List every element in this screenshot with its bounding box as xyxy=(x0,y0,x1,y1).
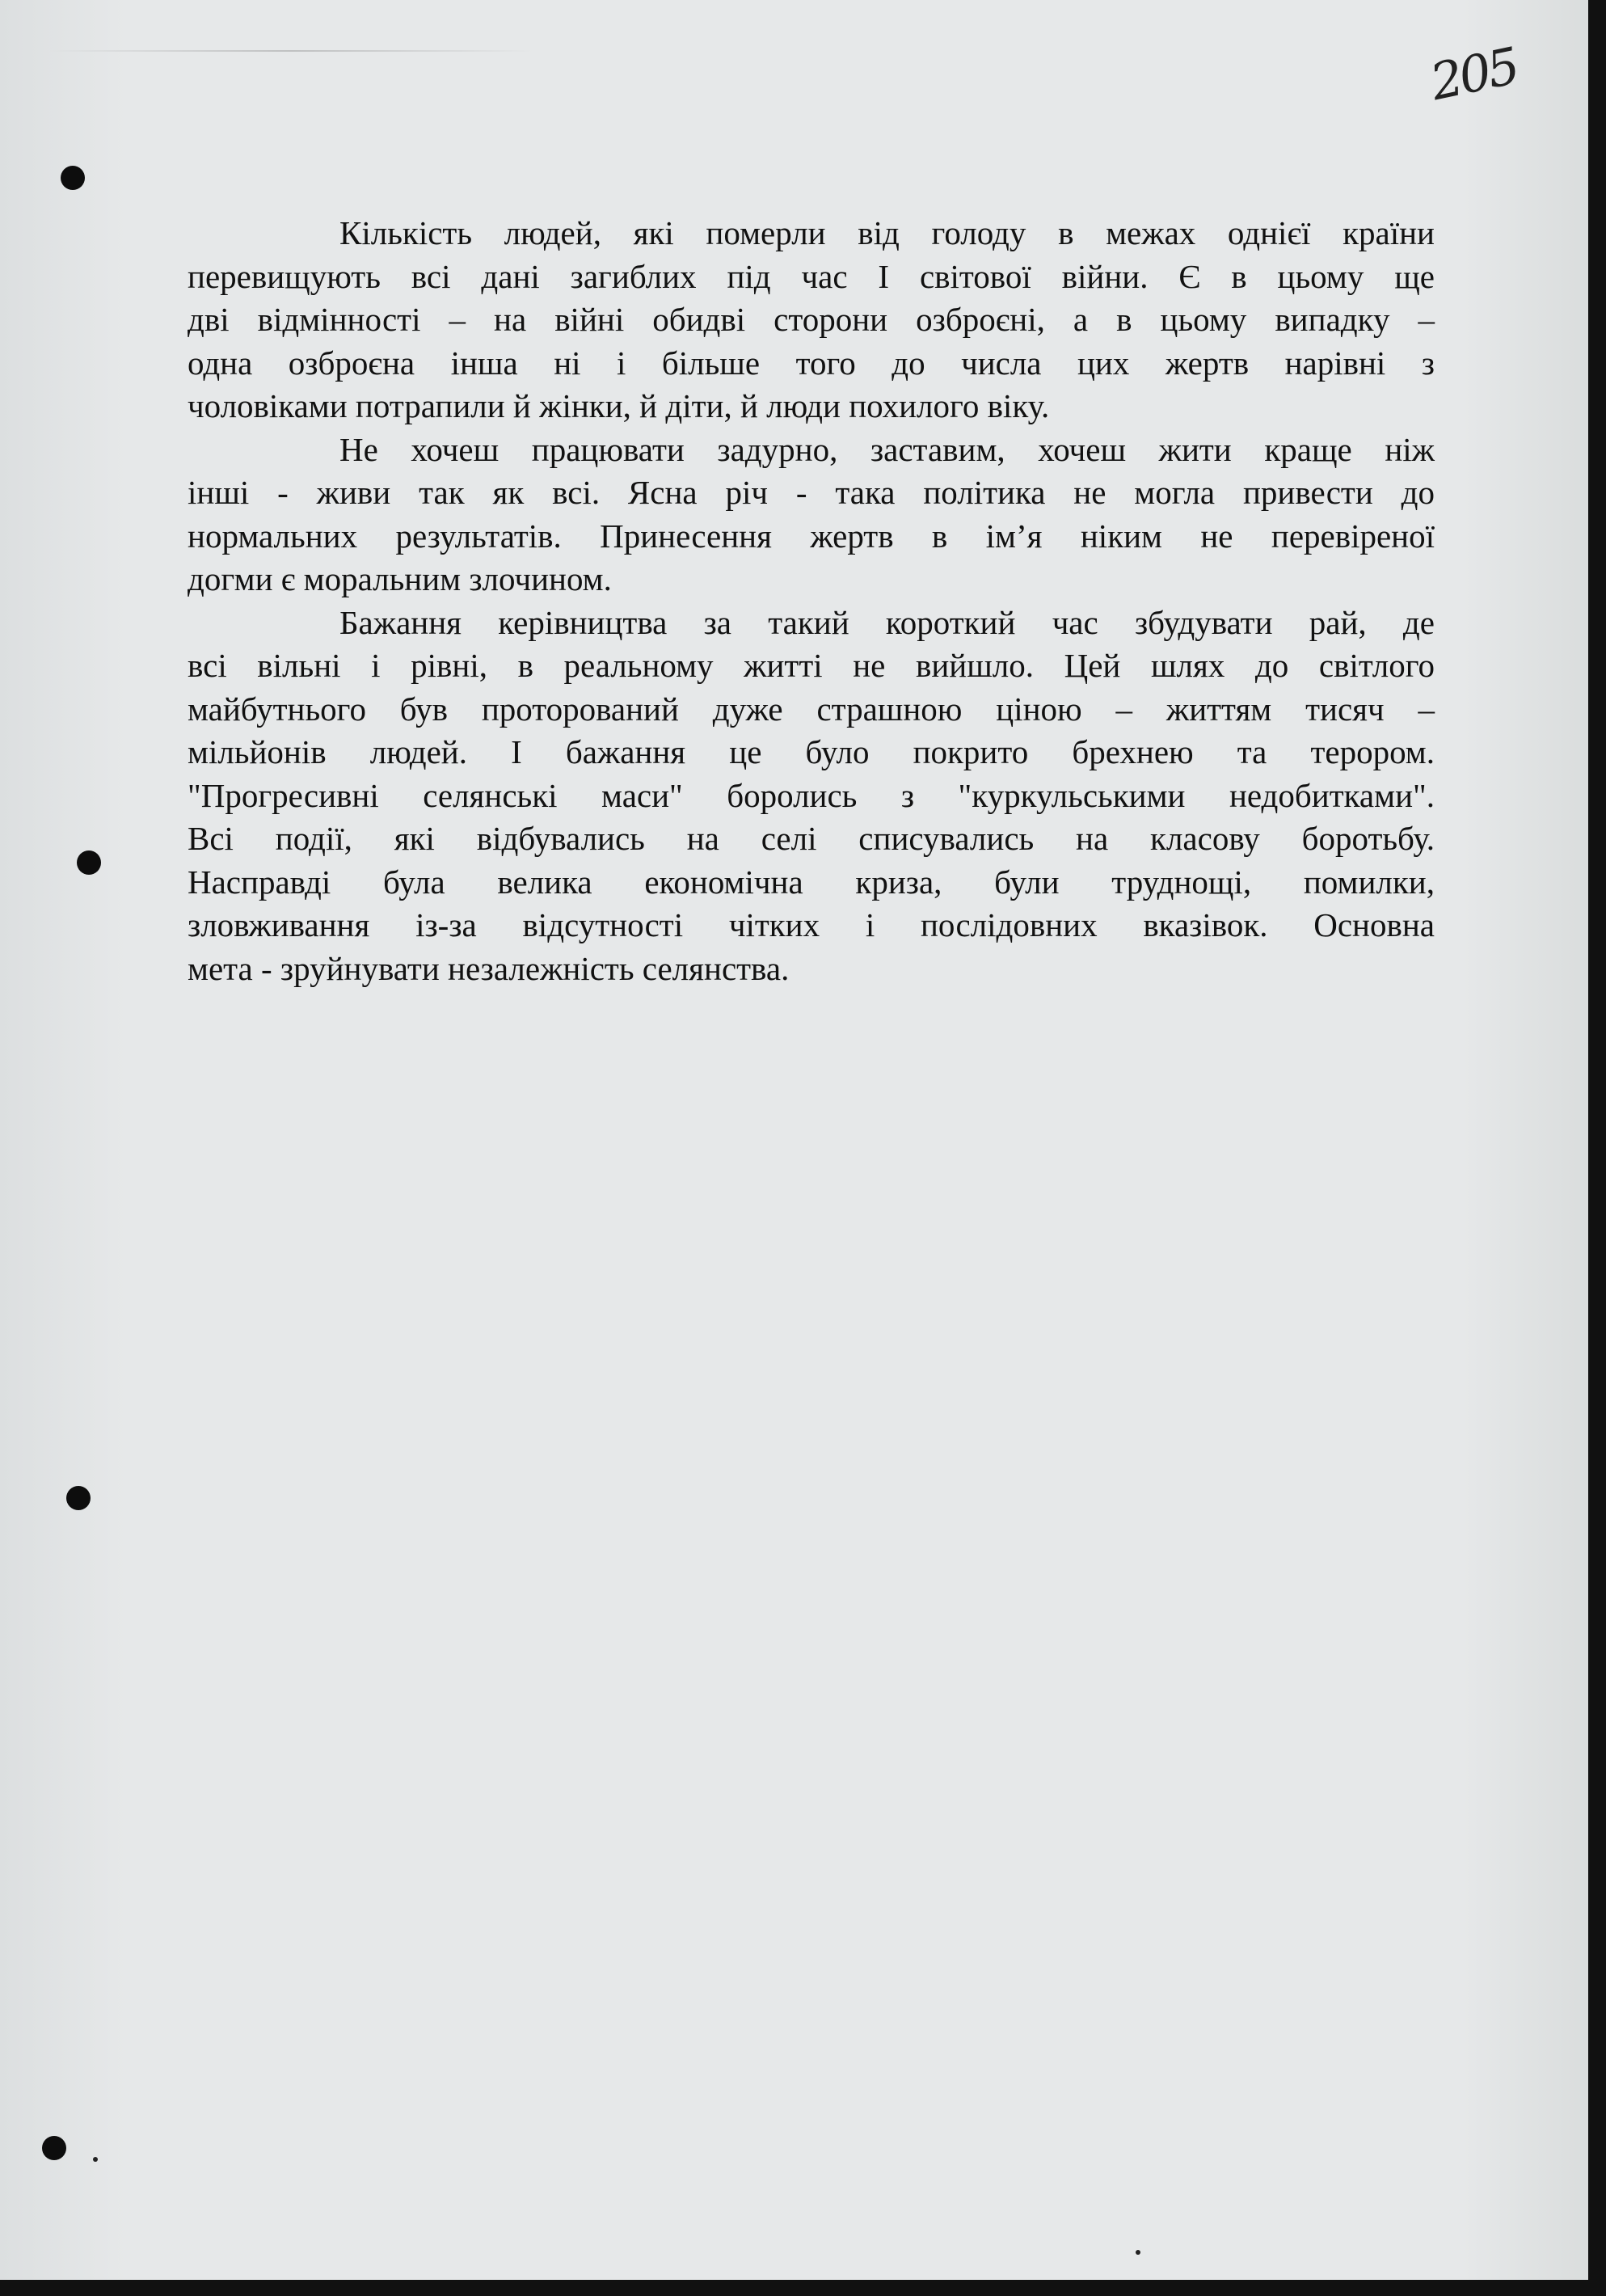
handwritten-page-number: 205 xyxy=(1425,36,1522,112)
text-line: дві відмінності – на війні обидві сторони озброєні, а в цьому випадку – xyxy=(188,301,1435,338)
text-line: нормальних результатів. Принесення жертв в ім’я ніким не перевіреної xyxy=(188,517,1435,555)
text-line: майбутнього був проторований дуже страшною ціною – життям тисяч – xyxy=(188,690,1435,728)
text-line: мета - зруйнувати незалежність селянства. xyxy=(188,949,790,987)
text-line: Насправді була велика економічна криза, були труднощі, помилки, xyxy=(188,863,1435,901)
text-line: чоловіками потрапили й жінки, й діти, й люди похилого віку. xyxy=(188,387,1050,424)
text-line: догми є моральним злочином. xyxy=(188,560,612,597)
punch-hole xyxy=(61,166,85,190)
punch-hole xyxy=(66,1486,91,1510)
scan-speck xyxy=(93,2157,98,2162)
text-line: перевищують всі дані загиблих під час І світової війни. Є в цьому ще xyxy=(188,257,1435,295)
paragraph-3 xyxy=(188,601,1435,991)
text-line: "Прогресивні селянські маси" боролись з "куркульськими недобитками". xyxy=(188,776,1435,814)
paragraph-2 xyxy=(188,428,1435,601)
punch-hole xyxy=(77,850,101,875)
text-line: всі вільні і рівні, в реальному житті не вийшло. Цей шлях до світлого xyxy=(188,647,1435,684)
scan-artifact-line xyxy=(48,50,533,52)
text-line: Не хочеш працювати задурно, заставим, хочеш жити краще ніж xyxy=(339,430,1435,468)
text-line: мільйонів людей. І бажання це було покрито брехнею та терором. xyxy=(188,733,1435,770)
text-line: Бажання керівництва за такий короткий час збудувати рай, де xyxy=(339,603,1435,641)
punch-hole xyxy=(42,2136,66,2160)
text-line: одна озброєна інша ні і більше того до числа цих жертв нарівні з xyxy=(188,344,1435,382)
scan-speck xyxy=(1136,2250,1140,2255)
body-text xyxy=(188,212,1435,990)
text-line: зловживання із-за відсутності чітких і послідовних вказівок. Основна xyxy=(188,906,1435,943)
text-line: інші - живи так як всі. Ясна річ - така політика не могла привести до xyxy=(188,474,1435,511)
text-line: Всі події, які відбувались на селі списувались на класову боротьбу. xyxy=(188,820,1435,857)
text-line: Кількість людей, які померли від голоду в межах однієї країни xyxy=(339,214,1435,251)
paragraph-1 xyxy=(188,212,1435,428)
